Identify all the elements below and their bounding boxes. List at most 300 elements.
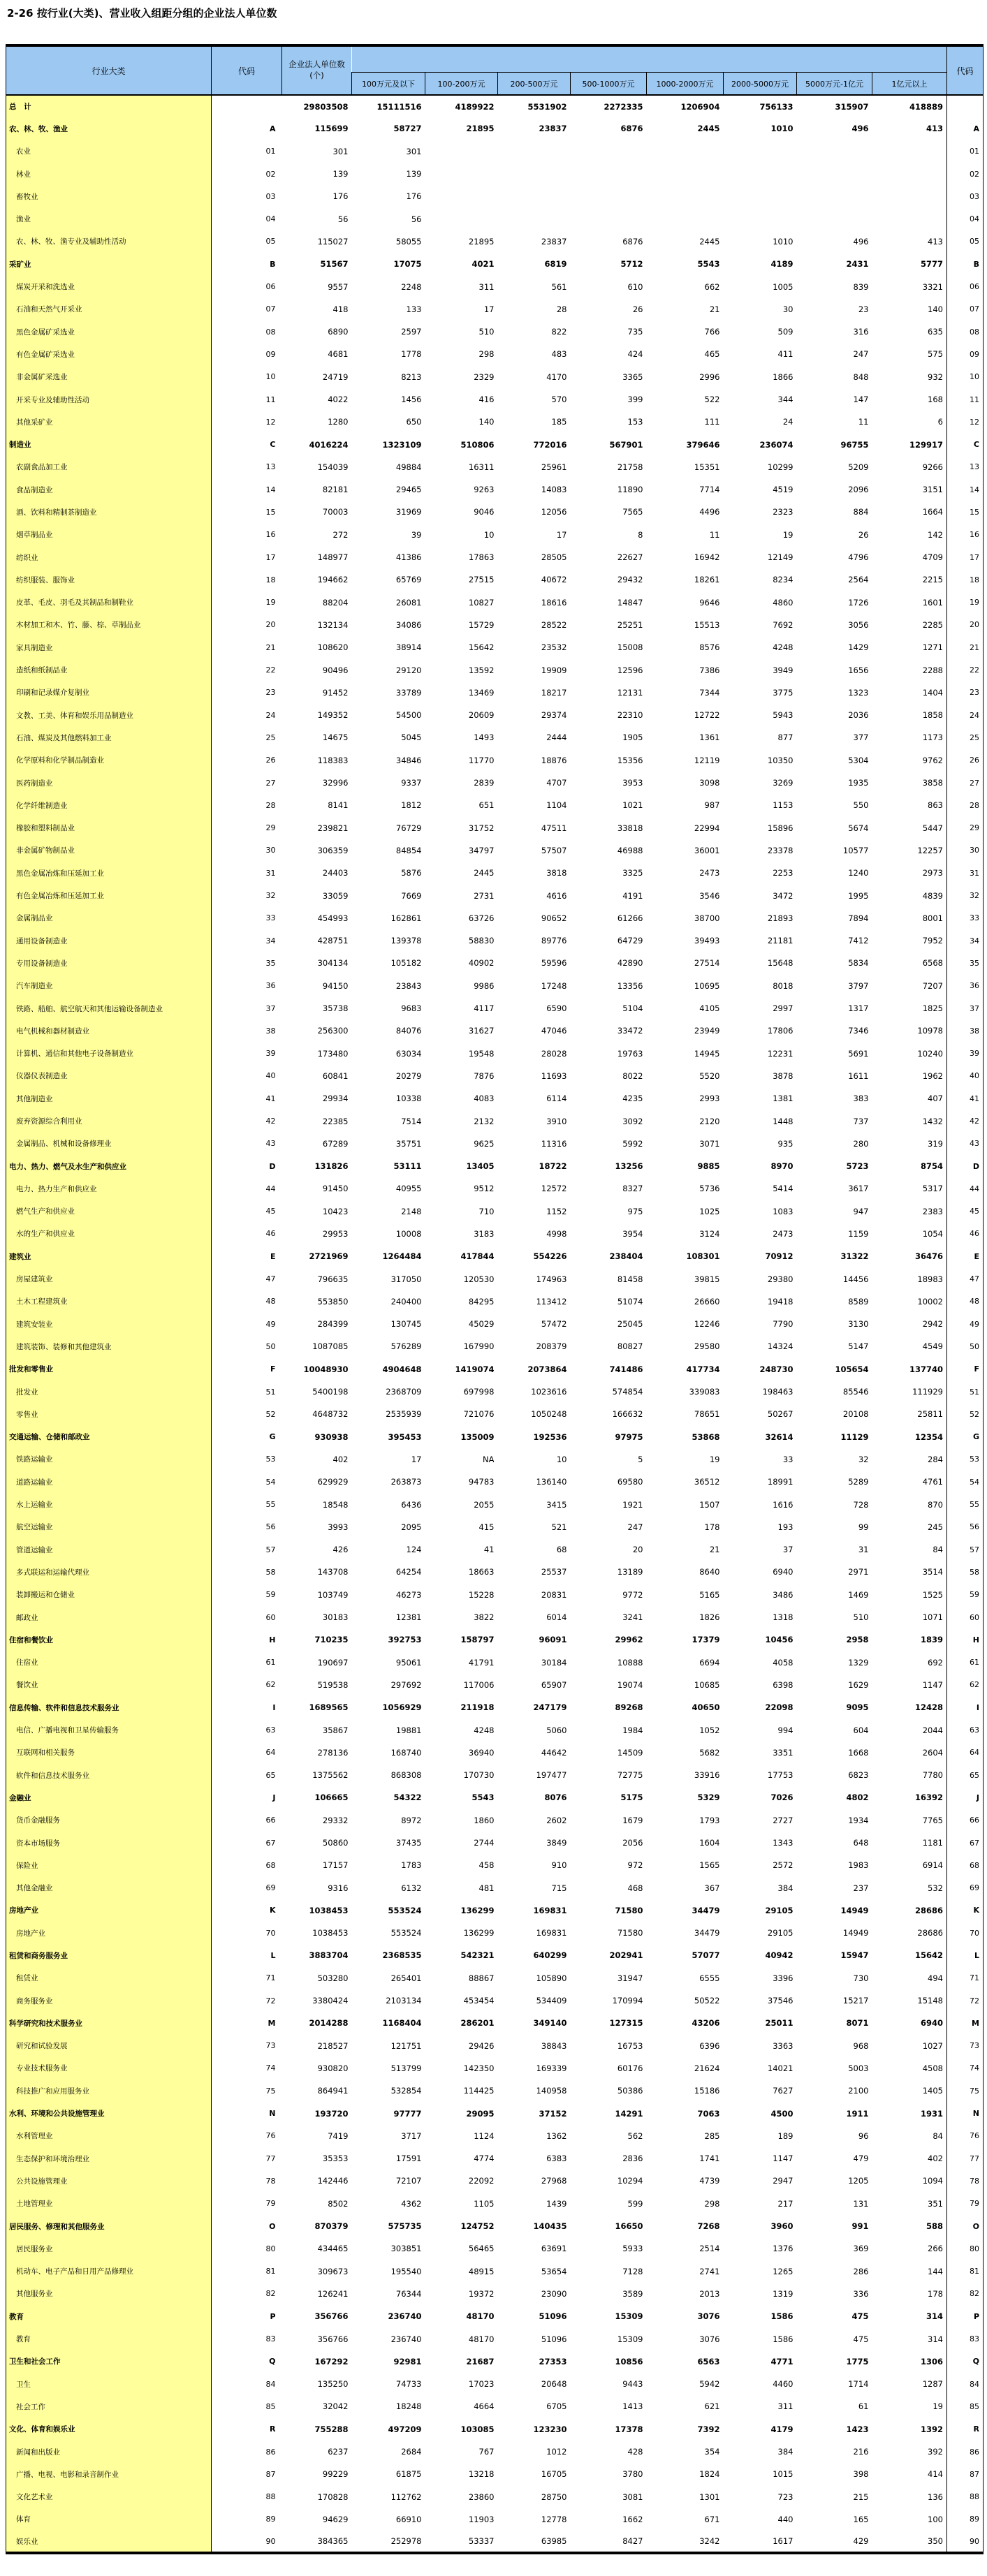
- table-row: [6, 749, 984, 772]
- value-cell-2: 9625: [474, 1138, 495, 1149]
- code-right-cell: C: [947, 433, 984, 455]
- value-cell-6: 22098: [765, 1702, 794, 1713]
- value-cell-1: 265401: [390, 1973, 422, 1983]
- value-cell-5: 621: [704, 2401, 720, 2412]
- table-row: [6, 817, 984, 839]
- value-cell-2: 697998: [463, 1387, 495, 1397]
- industry-name-cell: 有色金属冶炼和压延加工业: [6, 884, 212, 906]
- value-cell-0: 51567: [320, 259, 349, 270]
- code-right-cell: 52: [947, 1403, 984, 1425]
- table-row: [6, 1764, 984, 1786]
- value-cell-4: 50386: [617, 2086, 643, 2096]
- value-cell-5: 22994: [694, 823, 720, 833]
- code-left-cell: 77: [265, 2154, 276, 2163]
- table-row: [6, 95, 984, 117]
- value-cell-7: 286: [853, 2266, 869, 2276]
- value-cell-1: 53111: [393, 1161, 422, 1172]
- value-cell-4: 7128: [622, 2266, 643, 2276]
- value-cell-2: 11770: [468, 755, 495, 765]
- industry-name-cell: 土地管理业: [6, 2193, 212, 2215]
- value-cell-3: 11693: [541, 1070, 567, 1081]
- code-right-cell: 87: [947, 2463, 984, 2485]
- value-cell-4: 6876: [620, 124, 643, 134]
- value-cell-7: [797, 207, 872, 230]
- value-cell-3: 6705: [546, 2401, 567, 2412]
- industry-name-cell: 水上运输业: [6, 1493, 212, 1515]
- value-cell-3: 185: [551, 417, 567, 427]
- value-cell-5: 39493: [694, 936, 720, 946]
- value-cell-2: 3183: [474, 1228, 495, 1239]
- value-cell-3: 6014: [546, 1612, 567, 1623]
- code-right-cell: 28: [947, 794, 984, 816]
- code-left-cell: 85: [265, 2401, 276, 2411]
- value-cell-1: 2684: [401, 2447, 422, 2457]
- code-left-cell: 60: [265, 1612, 276, 1622]
- table-row: [6, 1899, 984, 1922]
- value-cell-3: 57507: [541, 845, 567, 855]
- code-left-cell: 10: [265, 372, 276, 382]
- code-left-cell: 90: [265, 2536, 276, 2546]
- value-cell-4: 166632: [612, 1409, 643, 1420]
- code-right-cell: 86: [947, 2441, 984, 2463]
- value-cell-6: 1153: [773, 800, 794, 811]
- code-left-cell: 14: [265, 485, 276, 494]
- value-cell-6: 236074: [759, 439, 794, 450]
- value-cell-6: 935: [777, 1138, 794, 1149]
- value-cell-3: 570: [551, 395, 567, 404]
- value-cell-6: 14324: [767, 1341, 794, 1352]
- value-cell-4: 89268: [615, 1702, 643, 1713]
- value-cell-2: 20609: [468, 710, 495, 721]
- code-left-cell: R: [270, 2424, 276, 2434]
- industry-name-cell: 其他金融业: [6, 1876, 212, 1899]
- value-cell-4: [571, 207, 647, 230]
- code-left-cell: 03: [265, 191, 276, 201]
- value-cell-5: 78651: [694, 1409, 720, 1420]
- value-cell-4: 15309: [615, 2311, 643, 2322]
- value-cell-2: 1124: [474, 2130, 495, 2141]
- value-cell-2: 22092: [468, 2176, 495, 2186]
- value-cell-3: 169339: [536, 2063, 567, 2073]
- value-cell-5: 3076: [699, 2334, 720, 2344]
- value-cell-8: 319: [928, 1138, 943, 1149]
- value-cell-0: 284399: [317, 1319, 349, 1330]
- value-cell-1: 2095: [401, 1522, 422, 1532]
- value-cell-5: 15513: [694, 619, 720, 630]
- value-cell-4: 170994: [612, 1996, 643, 2006]
- value-cell-0: 5400198: [312, 1387, 349, 1397]
- value-cell-3: 1050248: [531, 1409, 567, 1420]
- industry-name-cell: 黑色金属矿采选业: [6, 321, 212, 343]
- value-cell-7: 11129: [840, 1431, 869, 1442]
- value-cell-8: 314: [928, 2334, 943, 2344]
- value-cell-3: 6590: [546, 1003, 567, 1014]
- table-row: [6, 1651, 984, 1673]
- value-cell-4: 19763: [617, 1048, 643, 1059]
- industry-name-cell: 医药制造业: [6, 772, 212, 794]
- code-right-cell: B: [947, 253, 984, 275]
- value-cell-8: 142: [928, 529, 943, 540]
- value-cell-6: 10350: [767, 755, 794, 765]
- industry-name-cell: 金属制品业: [6, 907, 212, 929]
- value-cell-6: 877: [777, 733, 794, 743]
- value-cell-3: 23837: [541, 236, 567, 246]
- industry-name-cell: 电力、热力生产和供应业: [6, 1177, 212, 1200]
- value-cell-7: 1668: [848, 1747, 869, 1758]
- value-cell-4: 424: [627, 349, 643, 360]
- code-left-cell: 23: [265, 688, 276, 698]
- value-cell-8: 2942: [922, 1319, 943, 1330]
- value-cell-3: 28505: [541, 552, 567, 563]
- value-cell-0: 304134: [317, 958, 349, 969]
- value-cell-8: 137740: [909, 1364, 943, 1374]
- value-cell-3: 12056: [541, 507, 567, 517]
- table-row: [6, 1110, 984, 1132]
- value-cell-5: 671: [704, 2514, 720, 2524]
- table-row: [6, 1177, 984, 1200]
- value-cell-3: 25961: [541, 462, 567, 472]
- value-cell-7: 96755: [840, 439, 869, 450]
- value-cell-3: 17248: [541, 980, 567, 991]
- table-row: [6, 2531, 984, 2553]
- value-cell-7: 237: [853, 1883, 869, 1893]
- value-cell-1: 38914: [395, 642, 422, 653]
- value-cell-8: 178: [928, 2288, 943, 2299]
- value-cell-7: 61: [858, 2401, 869, 2412]
- value-cell-4: 5175: [620, 1793, 643, 1803]
- value-cell-7: 1323: [848, 687, 869, 698]
- value-cell-5: 7714: [699, 485, 720, 495]
- page-title: 2-26 按行业(大类)、营业收入组距分组的企业法人单位数: [7, 7, 277, 20]
- code-left-cell: 08: [265, 327, 276, 337]
- value-cell-3: 18722: [539, 1161, 567, 1172]
- table-row: [6, 658, 984, 681]
- value-cell-0: 70003: [322, 507, 349, 517]
- value-cell-0: 402: [332, 1454, 349, 1464]
- industry-name-cell: 文化、体育和娱乐业: [6, 2418, 212, 2441]
- value-cell-5: 39815: [694, 1274, 720, 1284]
- value-cell-4: 4235: [622, 1094, 643, 1104]
- value-cell-6: 7627: [773, 2086, 794, 2096]
- value-cell-5: 36512: [694, 1477, 720, 1487]
- value-cell-3: 8076: [544, 1793, 567, 1803]
- value-cell-7: [797, 140, 872, 163]
- code-left-cell: 86: [265, 2447, 276, 2457]
- value-cell-6: 21893: [767, 913, 794, 923]
- value-cell-1: 40955: [395, 1184, 422, 1194]
- value-cell-2: 13218: [468, 2469, 495, 2480]
- value-cell-5: 3242: [699, 2536, 720, 2547]
- value-cell-2: 136299: [460, 1905, 495, 1915]
- value-cell-4: 247: [627, 1522, 643, 1532]
- value-cell-1: 18248: [395, 2401, 422, 2412]
- code-right-cell: 20: [947, 614, 984, 636]
- code-right-cell: 73: [947, 2035, 984, 2057]
- value-cell-8: 588: [926, 2221, 943, 2232]
- value-cell-6: 994: [777, 1725, 794, 1735]
- value-cell-7: 336: [853, 2288, 869, 2299]
- value-cell-3: 1012: [546, 2447, 567, 2457]
- code-left-cell: 57: [265, 1545, 276, 1554]
- industry-name-cell: 橡胶和塑料制品业: [6, 817, 212, 839]
- code-right-cell: 65: [947, 1764, 984, 1786]
- value-cell-7: 550: [853, 800, 869, 811]
- value-cell-6: 1586: [773, 2334, 794, 2344]
- value-cell-1: 513799: [390, 2063, 422, 2073]
- value-cell-1: 58055: [395, 236, 422, 246]
- industry-name-cell: 水利、环境和公共设施管理业: [6, 2102, 212, 2124]
- value-cell-2: 9263: [474, 485, 495, 495]
- value-cell-5: 19: [709, 1454, 720, 1464]
- table-row: [6, 253, 984, 275]
- value-cell-4: 153: [627, 417, 643, 427]
- value-cell-6: 2253: [773, 868, 794, 878]
- value-cell-8: 1404: [922, 687, 943, 698]
- industry-name-cell: 房地产业: [6, 1922, 212, 1944]
- code-right-cell: 49: [947, 1313, 984, 1335]
- value-cell-6: 12149: [767, 552, 794, 563]
- value-cell-8: 28686: [917, 1928, 943, 1938]
- code-left-cell: [212, 95, 282, 117]
- value-cell-3: 28: [556, 304, 567, 314]
- value-cell-7: 1429: [848, 642, 869, 653]
- value-cell-2: 17023: [468, 2379, 495, 2390]
- value-cell-8: 5777: [920, 259, 943, 270]
- value-cell-8: 2215: [922, 575, 943, 585]
- code-right-cell: P: [947, 2305, 984, 2327]
- value-cell-1: 49884: [395, 462, 422, 472]
- table-row: [6, 2508, 984, 2531]
- industry-name-cell: 开采专业及辅助性活动: [6, 388, 212, 411]
- value-cell-0: 8502: [328, 2198, 349, 2209]
- value-cell-5: 2993: [699, 1094, 720, 1104]
- code-right-cell: 62: [947, 1674, 984, 1696]
- value-cell-2: [425, 185, 498, 207]
- value-cell-1: 34846: [395, 755, 422, 765]
- table-row: [6, 2418, 984, 2441]
- value-cell-2: 4117: [474, 1003, 495, 1014]
- value-cell-8: 36476: [914, 1251, 943, 1262]
- value-cell-1: 61875: [395, 2469, 422, 2480]
- table-row: [6, 2237, 984, 2260]
- value-cell-6: 4058: [773, 1657, 794, 1668]
- value-cell-0: 126241: [317, 2288, 349, 2299]
- value-cell-0: 309673: [317, 2266, 349, 2276]
- code-right-cell: 09: [947, 343, 984, 365]
- value-cell-3: 14083: [541, 485, 567, 495]
- value-cell-2: 41: [483, 1545, 495, 1555]
- code-right-cell: 71: [947, 1967, 984, 1989]
- code-right-cell: 22: [947, 658, 984, 681]
- value-cell-6: [724, 140, 797, 163]
- value-cell-8: 4549: [922, 1341, 943, 1352]
- value-cell-0: 30183: [322, 1612, 349, 1623]
- value-cell-2: 31627: [468, 1026, 495, 1036]
- value-cell-8: [872, 163, 947, 185]
- value-cell-4: 8022: [622, 1070, 643, 1081]
- code-right-cell: [947, 95, 984, 117]
- code-left-cell: 46: [265, 1229, 276, 1239]
- value-cell-1: 12381: [395, 1612, 422, 1623]
- code-left-cell: 47: [265, 1274, 276, 1284]
- industry-name-cell: 装卸搬运和仓储业: [6, 1584, 212, 1606]
- value-cell-1: 23843: [395, 980, 422, 991]
- value-cell-3: 28522: [541, 619, 567, 630]
- code-left-cell: 74: [265, 2063, 276, 2073]
- value-cell-4: 21758: [617, 462, 643, 472]
- value-cell-5: 12119: [694, 755, 720, 765]
- value-cell-0: 115699: [314, 124, 349, 134]
- value-cell-0: 272: [332, 529, 349, 540]
- code-left-cell: 30: [265, 846, 276, 855]
- value-cell-2: 29095: [466, 2108, 495, 2119]
- industry-name-cell: 研究和试验发展: [6, 2035, 212, 2057]
- header-range-group-strip: [352, 45, 947, 73]
- table-row: [6, 862, 984, 884]
- industry-name-cell: 酒、饮料和精制茶制造业: [6, 501, 212, 523]
- value-cell-5: 1025: [699, 1206, 720, 1216]
- value-cell-6: 411: [777, 349, 794, 360]
- industry-name-cell: 采矿业: [6, 253, 212, 275]
- value-cell-4: 3589: [622, 2288, 643, 2299]
- value-cell-5: 8640: [699, 1567, 720, 1577]
- value-cell-8: 2383: [922, 1206, 943, 1216]
- value-cell-7: 1611: [848, 1070, 869, 1081]
- value-cell-0: 35353: [322, 2154, 349, 2164]
- value-cell-0: 930820: [317, 2063, 349, 2073]
- value-cell-4: 9443: [622, 2379, 643, 2390]
- value-cell-0: 88204: [322, 597, 349, 608]
- value-cell-1: 19881: [395, 1725, 422, 1735]
- value-cell-5: 18261: [694, 575, 720, 585]
- value-cell-5: 7268: [697, 2221, 720, 2232]
- value-cell-4: 5104: [622, 1003, 643, 1014]
- value-cell-8: 111929: [912, 1387, 943, 1397]
- value-cell-6: 7692: [773, 619, 794, 630]
- value-cell-0: 14675: [322, 733, 349, 743]
- value-cell-5: 36001: [694, 845, 720, 855]
- value-cell-8: 1664: [922, 507, 943, 517]
- code-right-cell: 02: [947, 163, 984, 185]
- value-cell-0: 90496: [322, 665, 349, 675]
- value-cell-6: 25011: [765, 2018, 794, 2029]
- value-cell-1: 29465: [395, 485, 422, 495]
- value-cell-1: 139: [406, 169, 422, 179]
- code-right-cell: 35: [947, 952, 984, 974]
- value-cell-8: 413: [928, 236, 943, 246]
- value-cell-3: 105890: [536, 1973, 567, 1983]
- value-cell-8: 3858: [922, 778, 943, 788]
- value-cell-4: 33818: [617, 823, 643, 833]
- code-left-cell: 25: [265, 733, 276, 742]
- value-cell-5: 2445: [699, 236, 720, 246]
- value-cell-8: 1173: [922, 733, 943, 743]
- value-cell-5: 57077: [692, 1950, 720, 1961]
- value-cell-1: 35751: [395, 1138, 422, 1149]
- value-cell-2: 13405: [466, 1161, 495, 1172]
- table-row: [6, 614, 984, 636]
- value-cell-7: 1934: [848, 1815, 869, 1825]
- value-cell-5: 6555: [699, 1973, 720, 1983]
- value-cell-8: 140: [928, 304, 943, 314]
- industry-name-cell: 木材加工和木、竹、藤、棕、草制品业: [6, 614, 212, 636]
- value-cell-0: 4016224: [309, 439, 349, 450]
- value-cell-8: 3514: [922, 1567, 943, 1577]
- industry-name-cell: 房屋建筑业: [6, 1267, 212, 1290]
- value-cell-4: 11890: [617, 485, 643, 495]
- value-cell-8: 3151: [922, 485, 943, 495]
- value-cell-7: 1629: [848, 1679, 869, 1690]
- table-row: [6, 2035, 984, 2057]
- industry-name-cell: 林业: [6, 163, 212, 185]
- code-left-cell: 58: [265, 1567, 276, 1577]
- value-cell-7: 429: [853, 2536, 869, 2547]
- value-cell-8: 28686: [914, 1905, 943, 1915]
- value-cell-7: 2958: [846, 1635, 869, 1645]
- code-left-cell: 69: [265, 1883, 276, 1893]
- value-cell-1: 303851: [390, 2244, 422, 2254]
- industry-name-cell: 卫生和社会工作: [6, 2350, 212, 2373]
- table-row: [6, 1967, 984, 1989]
- code-left-cell: 67: [265, 1838, 276, 1848]
- industry-name-cell: 农、林、牧、渔专业及辅助性活动: [6, 230, 212, 253]
- value-cell-0: 131826: [314, 1161, 349, 1172]
- value-cell-3: 772016: [533, 439, 567, 450]
- industry-name-cell: 机动车、电子产品和日用产品修理业: [6, 2260, 212, 2283]
- value-cell-4: 238404: [609, 1251, 643, 1262]
- value-cell-4: 19074: [617, 1679, 643, 1690]
- value-cell-4: 3325: [622, 868, 643, 878]
- table-row: [6, 1674, 984, 1696]
- value-cell-7: 496: [851, 124, 869, 134]
- value-cell-6: 1586: [770, 2311, 794, 2322]
- value-cell-6: 509: [777, 327, 794, 337]
- value-cell-1: 66910: [395, 2514, 422, 2524]
- value-cell-8: 407: [928, 1094, 943, 1104]
- value-cell-4: 5: [638, 1454, 643, 1464]
- value-cell-3: 1023616: [531, 1387, 567, 1397]
- value-cell-0: 67289: [322, 1138, 349, 1149]
- value-cell-2: 27515: [468, 575, 495, 585]
- value-cell-6: 5943: [773, 710, 794, 721]
- value-cell-6: 8018: [773, 980, 794, 991]
- industry-name-cell: 文化艺术业: [6, 2485, 212, 2508]
- value-cell-2: 16311: [468, 462, 495, 472]
- code-right-cell: 13: [947, 456, 984, 478]
- industry-name-cell: 水利管理业: [6, 2125, 212, 2147]
- value-cell-3: 18217: [541, 687, 567, 698]
- code-left-cell: 13: [265, 462, 276, 472]
- industry-name-cell: 土木工程建筑业: [6, 1290, 212, 1313]
- value-cell-3: 27968: [541, 2176, 567, 2186]
- value-cell-5: 987: [704, 800, 720, 811]
- value-cell-6: 1617: [773, 2536, 794, 2547]
- value-cell-7: 1469: [848, 1589, 869, 1600]
- code-left-cell: 73: [265, 2041, 276, 2051]
- value-cell-7: 5304: [848, 755, 869, 765]
- value-cell-3: 349140: [533, 2018, 567, 2029]
- table-row: [6, 1832, 984, 1854]
- value-cell-3: 59596: [541, 958, 567, 969]
- value-cell-0: 278136: [317, 1747, 349, 1758]
- value-cell-0: 32996: [322, 778, 349, 788]
- value-cell-1: 58727: [393, 124, 422, 134]
- value-cell-2: 117006: [463, 1679, 495, 1690]
- value-cell-2: 2445: [474, 868, 495, 878]
- code-left-cell: 18: [265, 575, 276, 584]
- industry-name-cell: 道路运输业: [6, 1471, 212, 1493]
- code-right-cell: 63: [947, 1718, 984, 1741]
